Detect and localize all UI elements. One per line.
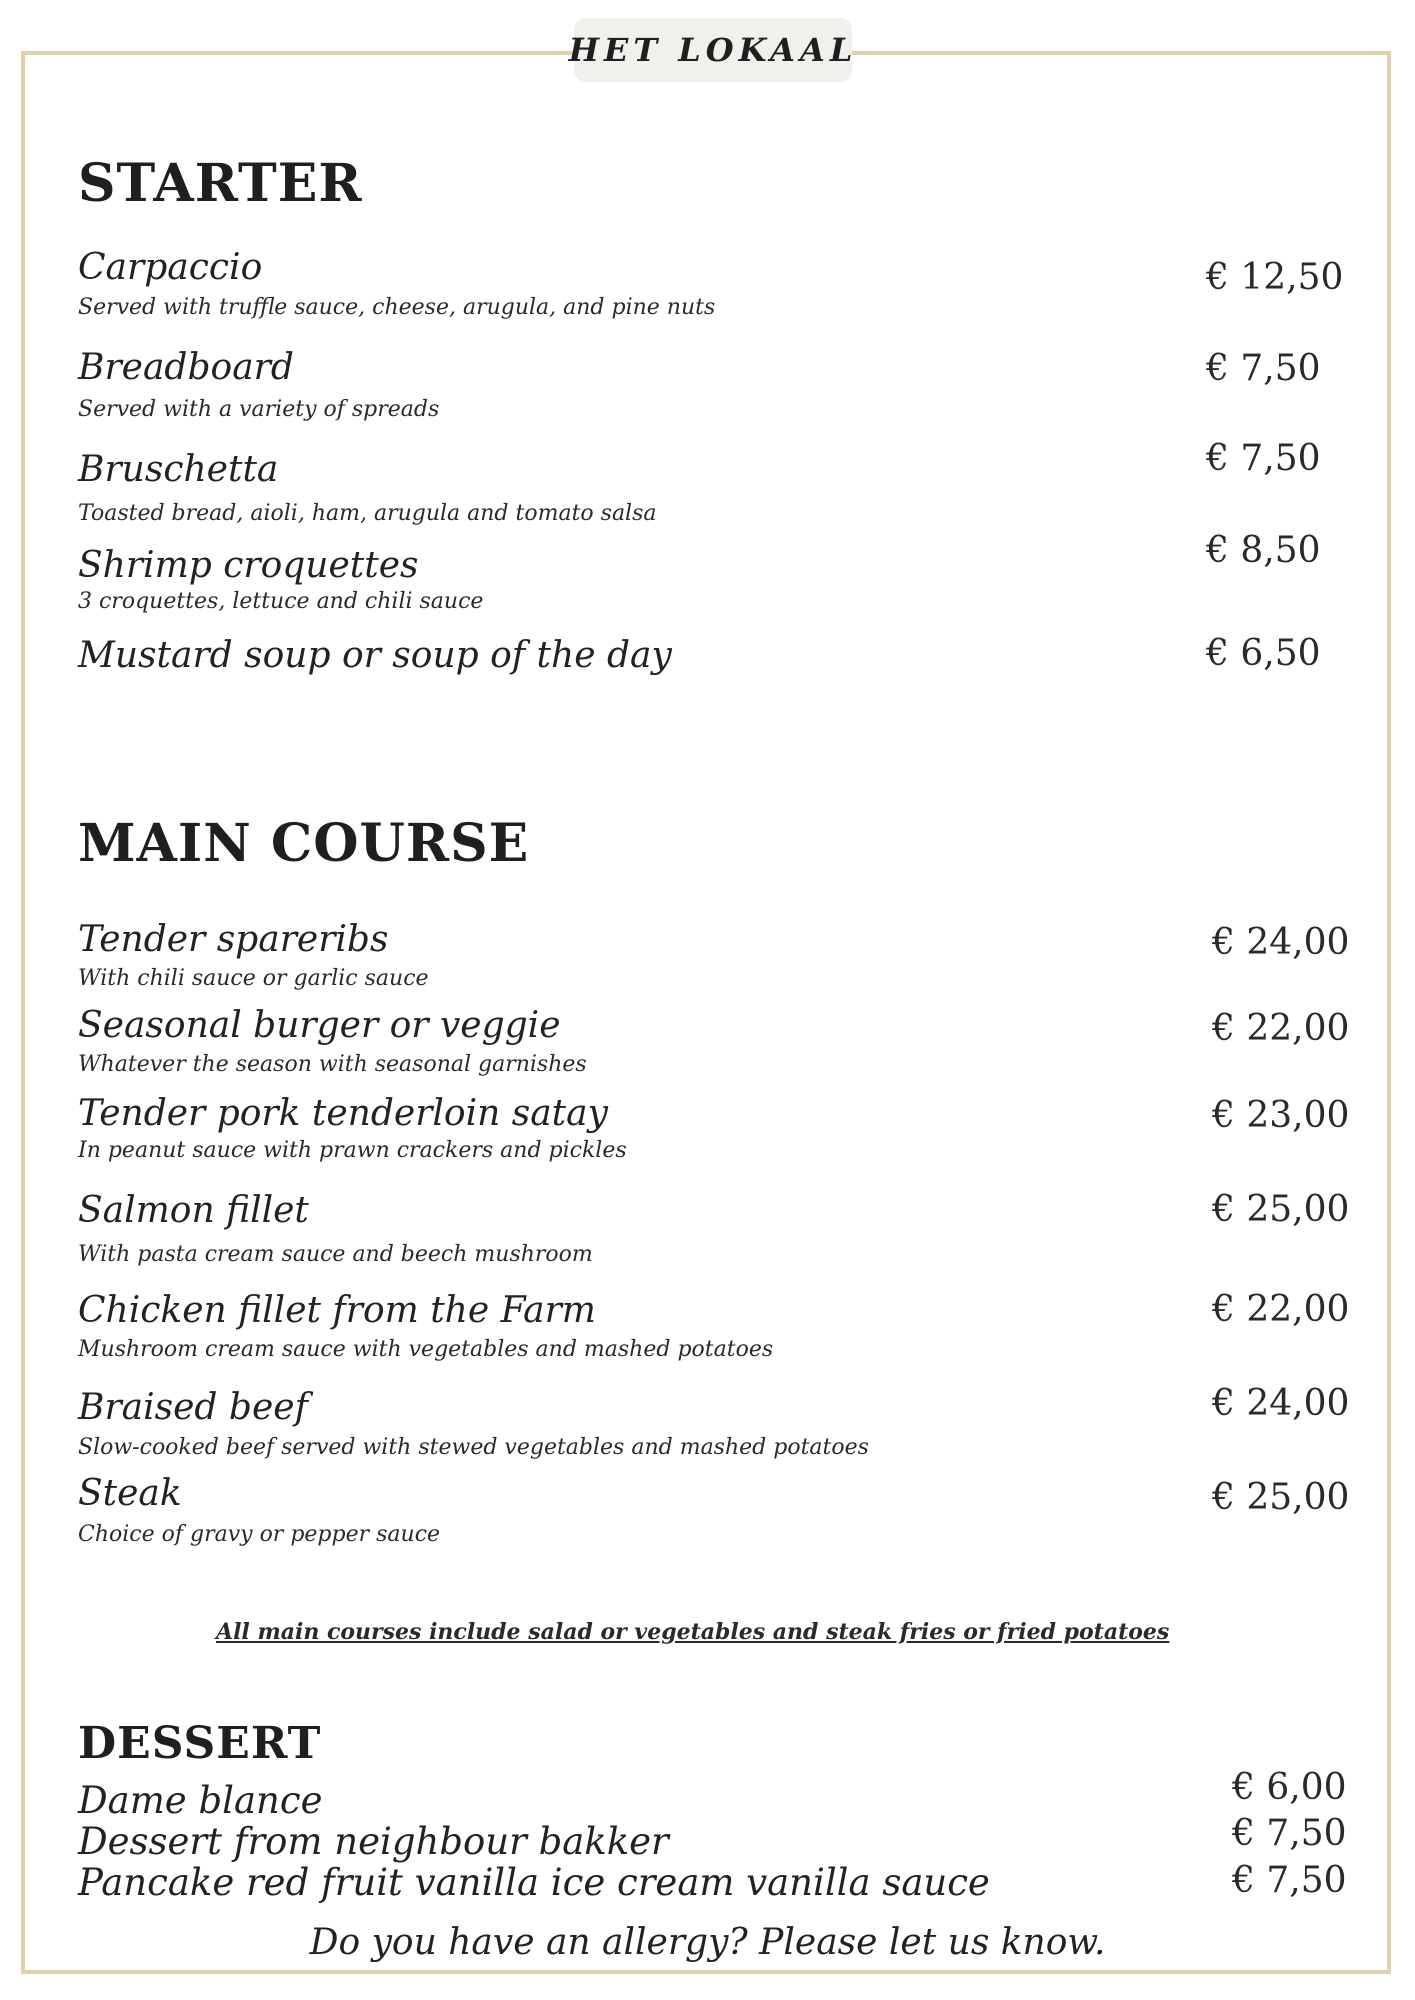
dessert-item-name: Pancake red fruit vanilla ice cream vanilla sauce <box>78 1861 990 1904</box>
starter-item-price: € 12,50 <box>1206 257 1344 298</box>
main-item-name: Seasonal burger or veggie <box>78 1005 561 1046</box>
starter-item-name: Breadboard <box>78 347 294 388</box>
main-item-description: With chili sauce or garlic sauce <box>78 966 429 991</box>
starter-item-name: Carpaccio <box>78 247 263 288</box>
main-item-name: Steak <box>78 1473 182 1514</box>
main-item-price: € 22,00 <box>1212 1289 1350 1330</box>
starter-item-name: Mustard soup or soup of the day <box>78 635 672 676</box>
main-item-price: € 23,00 <box>1212 1095 1350 1136</box>
starter-item-description: Toasted bread, aioli, ham, arugula and tomato salsa <box>78 501 657 526</box>
starter-item-description: Served with a variety of spreads <box>78 397 440 422</box>
starter-item-price: € 7,50 <box>1206 348 1321 389</box>
dessert-item-name: Dame blance <box>78 1779 323 1822</box>
main-item-description: In peanut sauce with prawn crackers and pickles <box>78 1138 627 1163</box>
main-item-description: Slow-cooked beef served with stewed vegetables and mashed potatoes <box>78 1435 869 1460</box>
dessert-item-price: € 7,50 <box>1232 1813 1347 1854</box>
main-course-heading: MAIN COURSE <box>78 813 530 874</box>
main-item-description: With pasta cream sauce and beech mushroom <box>78 1242 593 1267</box>
starter-item-description: 3 croquettes, lettuce and chili sauce <box>78 589 484 614</box>
starter-item-name: Bruschetta <box>78 449 279 490</box>
main-item-description: Choice of gravy or pepper sauce <box>78 1522 441 1547</box>
main-item-name: Tender spareribs <box>78 919 389 960</box>
dessert-item-price: € 7,50 <box>1232 1860 1347 1901</box>
main-item-price: € 24,00 <box>1212 922 1350 963</box>
main-item-name: Salmon fillet <box>78 1190 309 1231</box>
starter-item-price: € 7,50 <box>1206 438 1321 479</box>
main-item-name: Chicken fillet from the Farm <box>78 1290 596 1331</box>
starter-item-price: € 8,50 <box>1206 530 1321 571</box>
main-item-price: € 24,00 <box>1212 1383 1350 1424</box>
allergy-notice: Do you have an allergy? Please let us know. <box>309 1922 1106 1963</box>
main-item-price: € 22,00 <box>1212 1008 1350 1049</box>
brand-tab <box>568 18 858 82</box>
starter-heading: STARTER <box>78 153 363 214</box>
dessert-item-price: € 6,00 <box>1232 1767 1347 1808</box>
main-item-name: Braised beef <box>78 1387 308 1428</box>
brand-title: HET LOKAAL <box>568 31 858 69</box>
main-item-price: € 25,00 <box>1212 1189 1350 1230</box>
main-item-price: € 25,00 <box>1212 1477 1350 1518</box>
main-item-description: Mushroom cream sauce with vegetables and mashed potatoes <box>78 1337 774 1362</box>
starter-item-name: Shrimp croquettes <box>78 545 419 586</box>
dessert-heading: DESSERT <box>78 1718 322 1769</box>
dessert-item-name: Dessert from neighbour bakker <box>78 1820 669 1863</box>
starter-item-description: Served with truffle sauce, cheese, arugula, and pine nuts <box>78 295 716 320</box>
main-item-name: Tender pork tenderloin satay <box>78 1093 608 1134</box>
main-course-note: All main courses include salad or vegetables and steak fries or fried potatoes <box>216 1619 1170 1645</box>
main-item-description: Whatever the season with seasonal garnishes <box>78 1052 587 1077</box>
starter-item-price: € 6,50 <box>1206 633 1321 674</box>
